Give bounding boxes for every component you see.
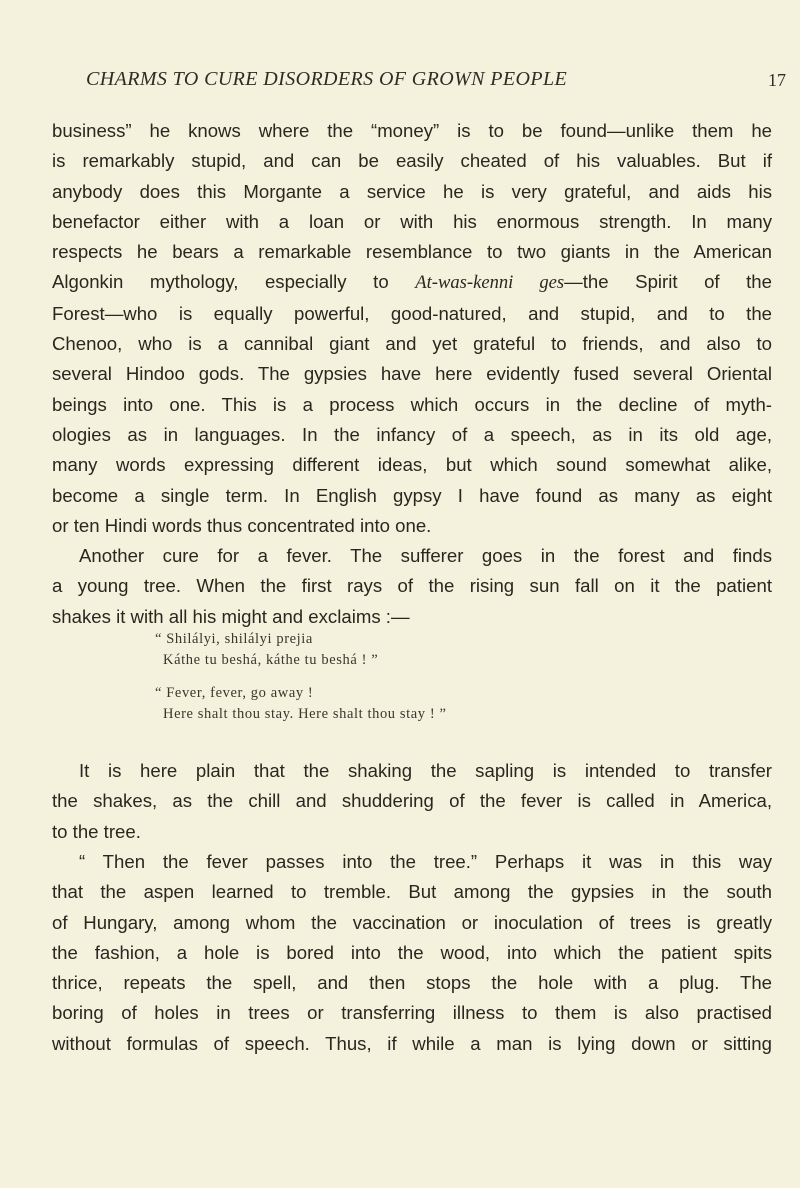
text-line: of Hungary, among whom the vaccination or inoculation of trees is greatly [52,911,772,933]
text-line: benefactor either with a loan or with his enormous strength. In many [52,210,772,232]
text-line: is remarkably stupid, and can be easily cheated of his valuables. But if [52,150,772,172]
verse-romani [155,629,378,671]
text-line: a young tree. When the first rays of the rising sun fall on it the patient [52,575,772,597]
text-line: the fashion, a hole is bored into the wood, into which the patient spits [52,941,772,963]
text-line: anybody does this Morgante a service he is very grateful, and aids his [52,180,772,202]
verse-line: “ Fever, fever, go away ! [155,685,314,701]
text-line: thrice, repeats the spell, and then stops the hole with a plug. The [52,972,772,994]
text-line-mixed [52,267,772,298]
text-line: without formulas of speech. Thus, if while a man is lying down or sitting [52,1032,772,1054]
verse-line: “ Shilályi, shilályi prejia [155,631,313,647]
text-line: ologies as in languages. In the infancy of a speech, as in its old age, [52,423,772,445]
text-line: that the aspen learned to tremble. But among the gypsies in the south [52,881,772,903]
paragraph-4 [52,847,772,1059]
text-line: “ Then the fever passes into the tree.” Perhaps it was in this way [79,851,772,872]
text-line: Forest—who is equally powerful, good-natured, and stupid, and to the [52,302,772,324]
italic-name: At-was-kenni ges [415,272,565,294]
verse-line: Káthe tu beshá, káthe tu beshá ! ” [163,652,379,668]
text-line: several Hindoo gods. The gypsies have here evidently fused several Oriental [52,363,772,385]
running-title: CHARMS TO CURE DISORDERS OF GROWN PEOPLE [86,68,568,90]
text-segment: Algonkin mythology, especially to [52,271,389,293]
verse-english [155,683,447,725]
text-line: Chenoo, who is a cannibal giant and yet grateful to friends, and also to [52,333,772,355]
text-line: to the tree. [52,820,141,842]
paragraph-2 [52,541,772,632]
text-line: many words expressing different ideas, but which sound somewhat alike, [52,454,772,476]
text-line: shakes it with all his might and exclaims :— [52,605,410,627]
verse-line: Here shalt thou stay. Here shalt thou stay ! ” [163,706,447,722]
text-line: the shakes, as the chill and shuddering of the fever is called in America, [52,790,772,812]
text-line: boring of holes in trees or transferring illness to them is also practised [52,1002,772,1024]
text-line: respects he bears a remarkable resemblance to two giants in the American [52,241,772,263]
text-segment: —the Spirit of the [564,271,772,293]
text-line: become a single term. In English gypsy I have found as many as eight [52,484,772,506]
text-line: beings into one. This is a process which occurs in the decline of myth- [52,393,772,415]
text-line: or ten Hindi words thus concentrated into one. [52,514,432,536]
text-line: Another cure for a fever. The sufferer goes in the forest and finds [79,545,772,566]
paragraph-1 [52,116,772,541]
text-line: business” he knows where the “money” is to be found—unlike them he [52,120,772,141]
text-line: It is here plain that the shaking the sapling is intended to transfer [79,760,772,781]
page-number: 17 [768,70,786,90]
paragraph-3 [52,756,772,847]
